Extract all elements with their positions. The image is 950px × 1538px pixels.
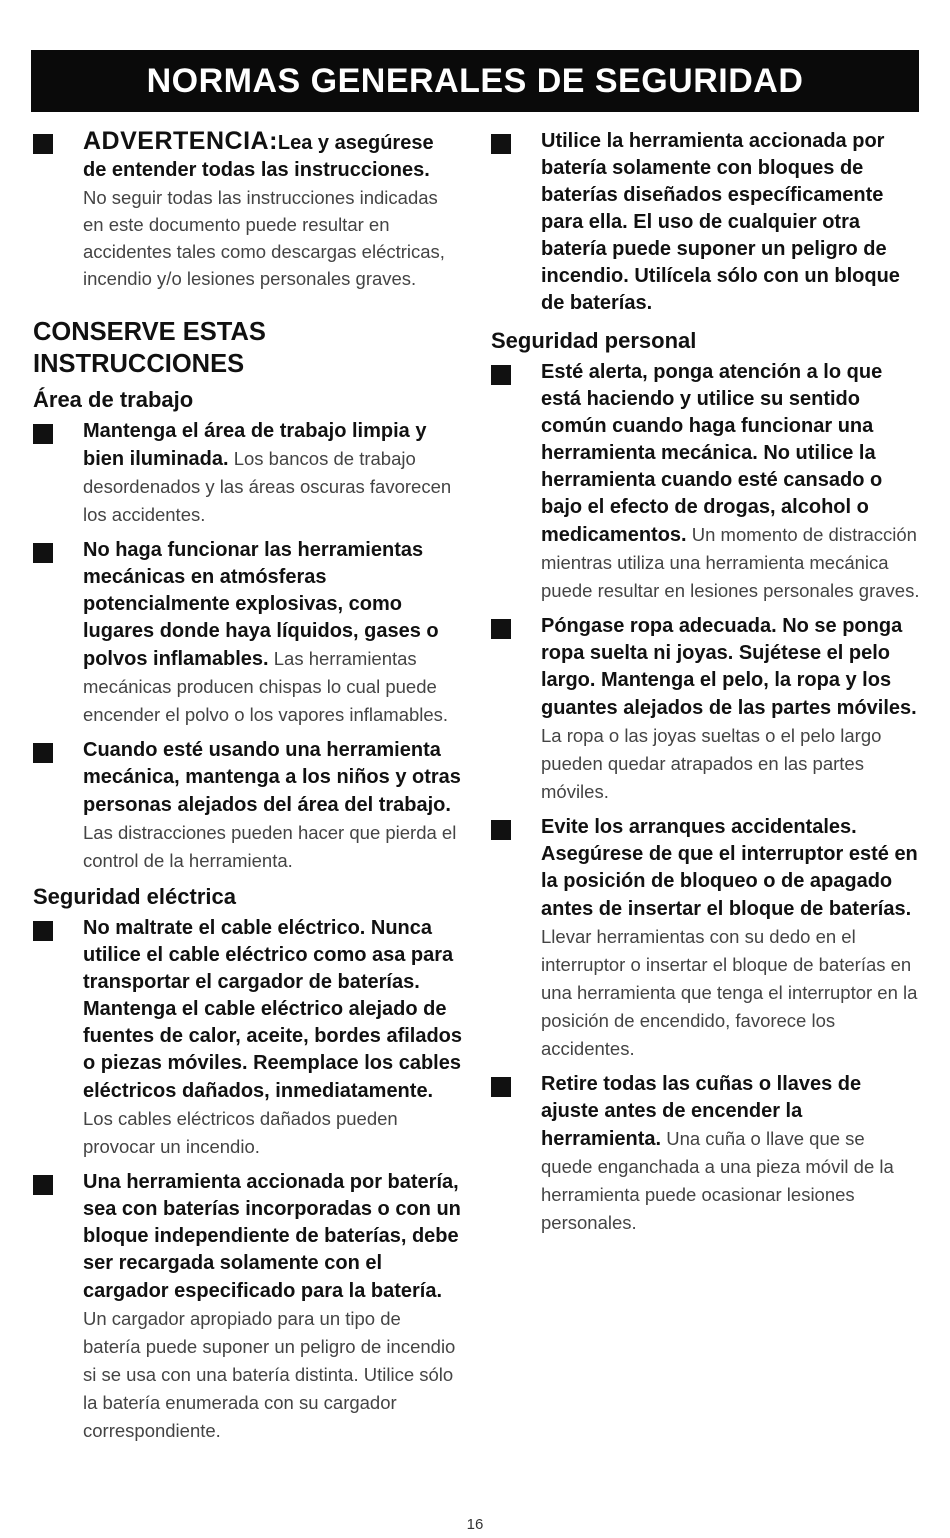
- left-column: [33, 128, 463, 1453]
- bullet-square-icon: [33, 424, 53, 444]
- item-body: La ropa o las joyas sueltas o el pelo largo pueden quedar atrapados en las partes móviles.: [541, 725, 882, 802]
- list-item: [33, 418, 463, 529]
- list-item: [33, 737, 463, 875]
- list-item: [491, 128, 921, 317]
- item-lead: No haga funcionar las herramientas mecánicas en atmósferas potencialmente explosivas, como lugares donde haya líquidos, gases o polvos inflamables.: [83, 539, 439, 670]
- right-column: [491, 128, 921, 1245]
- bullet-square-icon: [491, 820, 511, 840]
- item-lead: Utilice la herramienta accionada por batería solamente con bloques de baterías diseñados específicamente para ella. El uso de cualquier otra batería puede suponer un peligro de incendio. Utilícela sólo con un bloque de baterías.: [541, 130, 900, 314]
- item-lead: Una herramienta accionada por batería, sea con baterías incorporadas o con un bloque independiente de baterías, debe ser recargada solamente con el cargador especificado para la batería.: [83, 1171, 461, 1302]
- list-item: [33, 537, 463, 729]
- bullet-square-icon: [33, 743, 53, 763]
- warning-title: ADVERTENCIA:: [83, 127, 278, 155]
- item-lead: No maltrate el cable eléctrico. Nunca utilice el cable eléctrico como asa para transportar el cargador de baterías. Mantenga el cable eléctrico alejado de fuentes de calor, aceite, bordes afilados o piezas móviles. Reemplace los cables eléctricos dañados, inmediatamente.: [83, 917, 463, 1102]
- item-body: Las distracciones pueden hacer que pierda el control de la herramienta.: [83, 822, 457, 871]
- bullet-square-icon: [491, 1077, 511, 1097]
- bullet-square-icon: [491, 365, 511, 385]
- list-item: [33, 915, 463, 1161]
- list-item: [491, 1071, 921, 1237]
- item-body: Una cuña o llave que se quede enganchada a una pieza móvil de la herramienta puede ocasionar lesiones personales.: [541, 1128, 894, 1233]
- item-lead: Evite los arranques accidentales. Asegúrese de que el interruptor esté en la posición de bloqueo o de apagado antes de insertar el bloque de baterías.: [541, 816, 918, 920]
- list-item: [491, 613, 921, 806]
- item-body: Los cables eléctricos dañados pueden provocar un incendio.: [83, 1108, 398, 1157]
- item-body: Los bancos de trabajo desordenados y las áreas oscuras favorecen los accidentes.: [83, 448, 452, 525]
- banner-title: NORMAS GENERALES DE SEGURIDAD: [146, 61, 804, 100]
- bullet-square-icon: [33, 543, 53, 563]
- personal-heading: Seguridad personal: [491, 328, 697, 353]
- list-item: [33, 1169, 463, 1445]
- item-lead: Póngase ropa adecuada. No se ponga ropa suelta ni joyas. Sujétese el pelo largo. Mantenga el pelo, la ropa y los guantes alejados de las partes móviles.: [541, 615, 917, 719]
- bullet-square-icon: [491, 134, 511, 154]
- bullet-square-icon: [491, 619, 511, 639]
- list-item: [491, 814, 921, 1063]
- list-item: [491, 359, 921, 605]
- bullet-square-icon: [33, 134, 53, 154]
- warning-lead-first: Lea y asegúrese: [277, 132, 434, 154]
- item-lead: Mantenga el área de trabajo limpia y bien iluminada.: [83, 420, 427, 470]
- item-body: Un momento de distracción mientras utiliza una herramienta mecánica puede resultar en lesiones personales graves.: [541, 524, 920, 601]
- item-lead: Esté alerta, ponga atención a lo que está haciendo y utilice su sentido común cuando haga funcionar una herramienta mecánica. No utilice la herramienta cuando esté cansado o bajo el efecto de drogas, alcohol o medicamentos.: [541, 361, 883, 546]
- item-body: Las herramientas mecánicas producen chispas lo cual puede encender el polvo o los vapores inflamables.: [83, 648, 449, 725]
- bullet-square-icon: [33, 921, 53, 941]
- area-heading: Área de trabajo: [33, 387, 194, 412]
- electrica-heading: Seguridad eléctrica: [33, 884, 236, 909]
- warning-item: [33, 128, 463, 292]
- warning-body: No seguir todas las instrucciones indicadas en este documento puede resultar en accidentes tales como descargas eléctricas, incendio y/o lesiones personales graves.: [83, 187, 445, 289]
- bullet-square-icon: [33, 1175, 53, 1195]
- section-banner: [31, 50, 919, 112]
- warning-lead-rest: de entender todas las instrucciones.: [83, 159, 430, 181]
- item-lead: Cuando esté usando una herramienta mecánica, mantenga a los niños y otras personas alejados del área del trabajo.: [83, 739, 461, 816]
- item-lead: Retire todas las cuñas o llaves de ajuste antes de encender la herramienta.: [541, 1073, 862, 1150]
- item-body: Llevar herramientas con su dedo en el interruptor o insertar el bloque de baterías en una herramienta que tenga el interruptor en la posición de encendido, favorece los accidentes.: [541, 926, 918, 1059]
- page-number: 16: [466, 1516, 484, 1533]
- conserve-heading: CONSERVE ESTAS INSTRUCCIONES: [33, 318, 266, 378]
- item-body: Un cargador apropiado para un tipo de batería puede suponer un peligro de incendio si se usa con una batería distinta. Utilice sólo la batería enumerada con su cargador correspondiente.: [83, 1308, 456, 1441]
